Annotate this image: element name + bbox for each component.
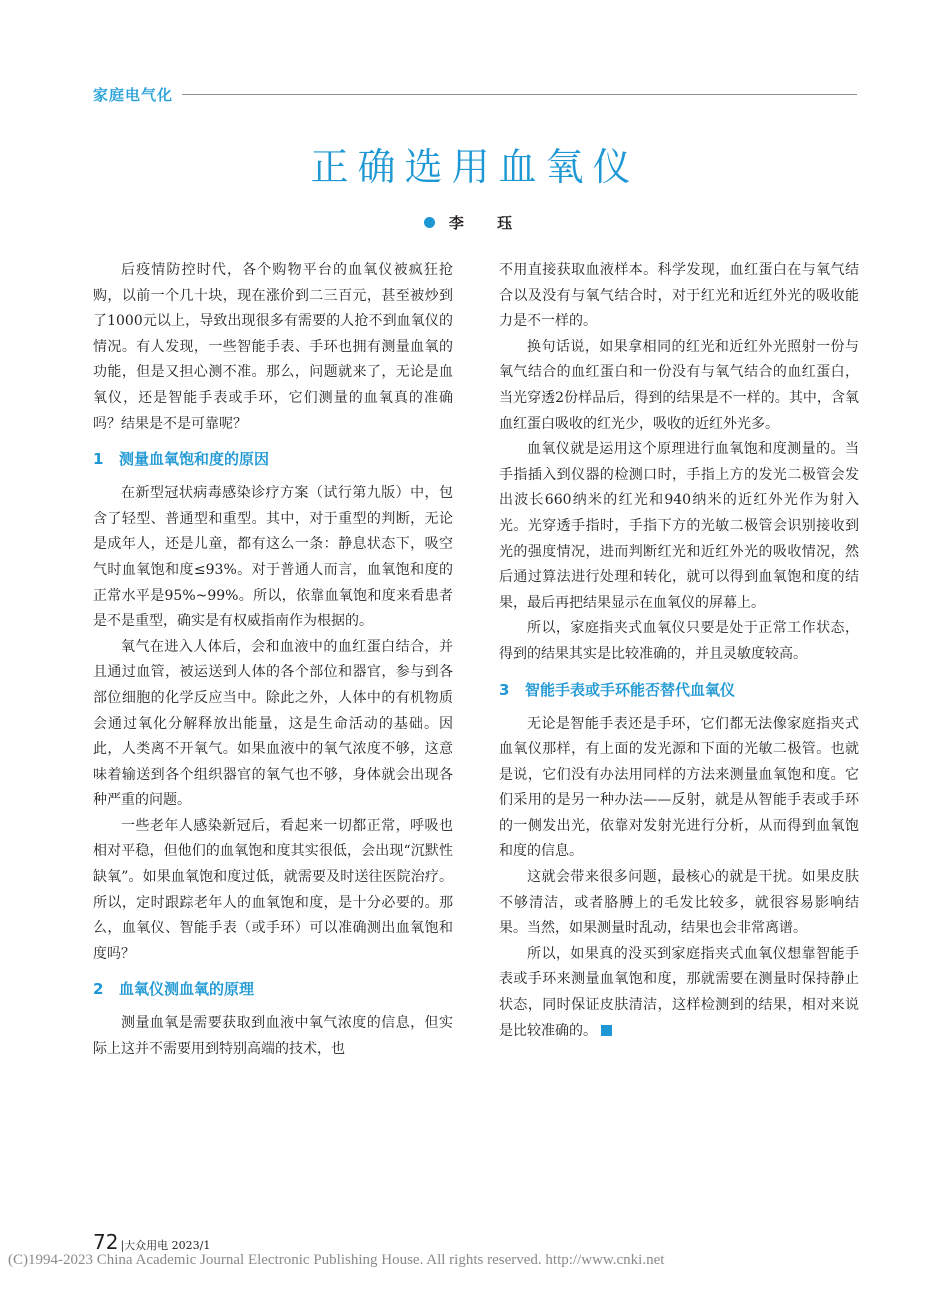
section-3-paragraph-2: 这就会带来很多问题，最核心的就是干扰。如果皮肤不够清洁，或者胳膊上的毛发比较多，就很容易影响结果。当然，如果测量时乱动，结果也会非常离谱。 <box>499 869 859 937</box>
section-1-paragraph-3: 一些老年人感染新冠后，看起来一切都正常，呼吸也相对平稳，但他们的血氧饱和度其实很低，会出现“沉默性缺氧”。如果血氧饱和度过低，就需要及时送往医院治疗。所以，定时跟踪老年人的血氧饱和度，是十分必要的。那么，血氧仪、智能手表（或手环）可以准确测出血氧饱和度吗？ <box>93 817 453 962</box>
section-2-title: 血氧仪测血氧的原理 <box>119 980 255 999</box>
page-number: 72 <box>93 1230 119 1254</box>
section-2-number: 2 <box>93 980 104 999</box>
author-line <box>0 212 950 233</box>
journal-info: |大众用电 2023/1 <box>120 1239 211 1252</box>
right-column <box>499 258 859 1044</box>
bullet-dot-icon <box>424 217 435 228</box>
section-3-paragraph-3-text: 所以，如果真的没买到家庭指夹式血氧仪想靠智能手表或手环来测量血氧饱和度，那就需要在测量时保持静止状态，同时保证皮肤清洁，这样检测到的结果，相对来说是比较准确的。 <box>499 945 859 1039</box>
section-1-title: 测量血氧饱和度的原因 <box>119 450 270 469</box>
section-1-paragraph-2: 氧气在进入人体后，会和血液中的血红蛋白结合，并且通过血管，被运送到人体的各个部位和器官，参与到各部位细胞的化学反应当中。除此之外，人体中的有机物质会通过氧化分解释放出能量，这是生命活动的基础。因此，人类离不开氧气。如果血液中的氧气浓度不够，这意味着输送到各个组织器官的氧气也不够，身体就会出现各种严重的问题。 <box>93 638 453 809</box>
section-3-number: 3 <box>499 680 510 699</box>
section-3-paragraph-1: 无论是智能手表还是手环，它们都无法像家庭指夹式血氧仪那样，有上面的发光源和下面的光敏二极管。也就是说，它们没有办法用同样的方法来测量血氧饱和度。它们采用的是另一种办法——反射，就是从智能手表或手环的一侧发出光，依靠对发射光进行分析，从而得到血氧饱和度的信息。 <box>499 715 859 860</box>
section-2-paragraph-2: 换句话说，如果拿相同的红光和近红外光照射一份与氧气结合的血红蛋白和一份没有与氧气结合的血红蛋白，当光穿透2份样品后，得到的结果是不一样的。其中，含氧血红蛋白吸收的红光少，吸收的近红外光多。 <box>499 338 859 432</box>
section-1-paragraph-1: 在新型冠状病毒感染诊疗方案（试行第九版）中，包含了轻型、普通型和重型。其中，对于重型的判断，无论是成年人，还是儿童，都有这么一条：静息状态下，吸空气时血氧饱和度≤93%。对于普通人而言，血氧饱和度的正常水平是95%~99%。所以，依靠血氧饱和度来看患者是不是重型，确实是有权威指南作为根据的。 <box>93 485 453 630</box>
section-3-title: 智能手表或手环能否替代血氧仪 <box>525 680 736 699</box>
left-column <box>93 258 453 1063</box>
copyright-watermark: (C)1994-2023 China Academic Journal Electronic Publishing House. All rights reserved. http://www.cnki.net <box>8 1252 665 1268</box>
header-rule <box>182 94 857 95</box>
section-1-number: 1 <box>93 450 104 469</box>
section-2-paragraph-1-continued: 不用直接获取血液样本。科学发现，血红蛋白在与氧气结合以及没有与氧气结合时，对于红光和近红外光的吸收能力是不一样的。 <box>499 262 859 330</box>
section-1-heading <box>93 447 453 471</box>
intro-paragraph: 后疫情防控时代，各个购物平台的血氧仪被疯狂抢购，以前一个几十块，现在涨价到二三百元，甚至被炒到了1000元以上，导致出现很多有需要的人抢不到血氧仪的情况。有人发现，一些智能手表、手环也拥有测量血氧的功能，但是又担心测不准。那么，问题就来了，无论是血氧仪，还是智能手表或手环，它们测量的血氧真的准确吗？结果是不是可靠呢？ <box>93 262 453 432</box>
page-footer <box>93 1230 210 1254</box>
article-title: 正确选用血氧仪 <box>310 145 640 189</box>
section-2-paragraph-3: 血氧仪就是运用这个原理进行血氧饱和度测量的。当手指插入到仪器的检测口时，手指上方的发光二极管会发出波长660纳米的红光和940纳米的近红外光作为射入光。光穿透手指时，手指下方的光敏二极管会识别接收到光的强度情况，进而判断红光和近红外光的吸收情况，然后通过算法进行处理和转化，就可以得到血氧饱和度的结果，最后再把结果显示在血氧仪的屏幕上。 <box>499 441 859 611</box>
section-3-paragraph-3 <box>499 942 859 1044</box>
section-2-paragraph-4: 所以，家庭指夹式血氧仪只要是处于正常工作状态，得到的结果其实是比较准确的，并且灵敏度较高。 <box>499 620 859 662</box>
section-2-paragraph-1: 测量血氧是需要获取到血液中氧气浓度的信息，但实际上这并不需要用到特别高端的技术，也 <box>93 1015 453 1058</box>
section-2-heading <box>93 977 453 1001</box>
end-of-article-icon <box>601 1025 612 1036</box>
section-3-heading <box>499 678 859 702</box>
section-tag: 家庭电气化 <box>93 86 174 104</box>
author-name: 李 珏 <box>448 214 527 232</box>
